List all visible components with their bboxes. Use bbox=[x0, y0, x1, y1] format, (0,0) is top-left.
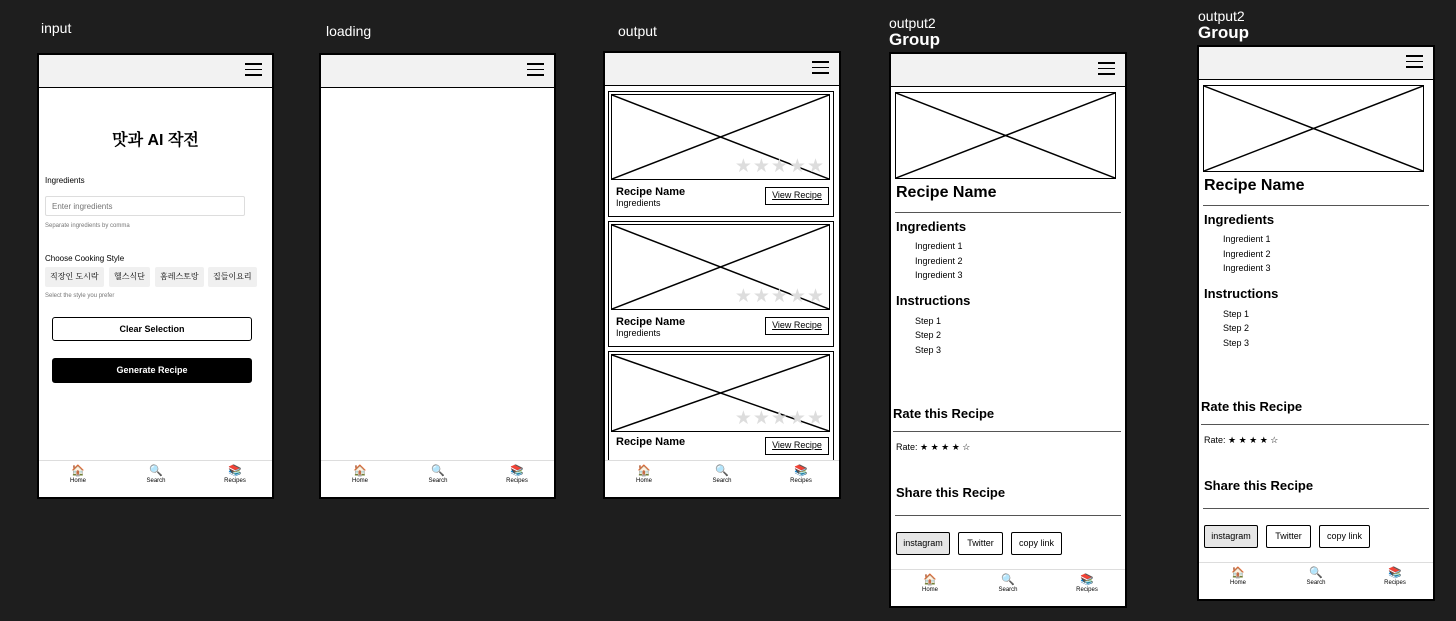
tab-search[interactable]: 🔍 Search bbox=[983, 574, 1033, 594]
step-item: Step 1 bbox=[1223, 309, 1250, 319]
rate-heading: Rate this Recipe bbox=[1201, 399, 1303, 414]
app-title: 맛과 AI 작전 bbox=[112, 132, 199, 149]
top-bar bbox=[1199, 47, 1433, 80]
tab-home[interactable]: 🏠 Home bbox=[1213, 567, 1263, 587]
divider bbox=[1203, 508, 1429, 509]
share-twitter-button[interactable]: Twitter bbox=[1266, 525, 1311, 548]
recipe-card[interactable] bbox=[608, 351, 834, 464]
recipe-card[interactable] bbox=[608, 91, 834, 217]
instructions-heading: Instructions bbox=[896, 293, 971, 308]
group-label: Group bbox=[889, 30, 940, 49]
magnifier-icon: 🔍 bbox=[715, 465, 729, 477]
style-chip-lunchbox[interactable]: 직장인 도시락 bbox=[45, 267, 104, 287]
view-recipe-button[interactable]: View Recipe bbox=[765, 437, 829, 455]
divider bbox=[895, 515, 1121, 516]
house-icon: 🏠 bbox=[923, 574, 937, 586]
house-icon: 🏠 bbox=[353, 465, 367, 477]
image-placeholder bbox=[611, 94, 830, 180]
frame-label-loading: loading bbox=[326, 23, 372, 39]
tab-bar bbox=[321, 460, 554, 497]
rating-stars[interactable]: Rate: ★ ★ ★ ★ ☆ bbox=[896, 442, 971, 452]
tab-search[interactable]: 🔍 Search bbox=[697, 465, 747, 485]
recipe-detail-screen bbox=[889, 52, 1127, 608]
tab-home[interactable]: 🏠 Home bbox=[619, 465, 669, 485]
recipe-name: Recipe Name bbox=[616, 186, 686, 198]
output-screen bbox=[603, 51, 841, 499]
star-rating-icon[interactable]: ★★★★★ bbox=[734, 286, 825, 307]
group-label-second: Group bbox=[1198, 23, 1249, 42]
books-icon: 📚 bbox=[794, 465, 808, 477]
tab-recipes[interactable]: 📚 Recipes bbox=[776, 465, 826, 485]
hamburger-menu-icon[interactable] bbox=[1098, 62, 1115, 76]
magnifier-icon: 🔍 bbox=[1309, 567, 1323, 579]
tab-recipes[interactable]: 📚 Recipes bbox=[210, 465, 260, 485]
hamburger-menu-icon[interactable] bbox=[812, 61, 829, 75]
top-bar bbox=[605, 53, 839, 86]
tab-search[interactable]: 🔍 Search bbox=[1291, 567, 1341, 587]
rating-stars[interactable]: Rate: ★ ★ ★ ★ ☆ bbox=[1204, 435, 1279, 445]
books-icon: 📚 bbox=[228, 465, 242, 477]
image-placeholder bbox=[895, 92, 1116, 179]
star-rating-icon[interactable]: ★★★★★ bbox=[734, 408, 825, 429]
tab-home[interactable]: 🏠 Home bbox=[905, 574, 955, 594]
tab-recipes[interactable]: 📚 Recipes bbox=[1370, 567, 1420, 587]
style-hint: Select the style you prefer bbox=[45, 293, 115, 299]
input-screen bbox=[37, 53, 274, 499]
tab-search[interactable]: 🔍 Search bbox=[131, 465, 181, 485]
instructions-heading: Instructions bbox=[1204, 286, 1279, 301]
books-icon: 📚 bbox=[1388, 567, 1402, 579]
hamburger-menu-icon[interactable] bbox=[527, 63, 544, 77]
tab-bar bbox=[891, 569, 1125, 606]
divider bbox=[895, 212, 1121, 213]
step-item: Step 2 bbox=[1223, 323, 1250, 333]
generate-recipe-button[interactable]: Generate Recipe bbox=[52, 358, 252, 383]
star-rating-icon[interactable]: ★★★★★ bbox=[734, 156, 825, 177]
ingredient-item: Ingredient 1 bbox=[915, 241, 963, 251]
recipe-name: Recipe Name bbox=[616, 436, 686, 448]
ingredient-item: Ingredient 3 bbox=[1223, 263, 1271, 273]
recipe-detail-screen-copy bbox=[1197, 45, 1435, 601]
share-twitter-button[interactable]: Twitter bbox=[958, 532, 1003, 555]
recipe-title: Recipe Name bbox=[1204, 177, 1305, 194]
recipe-ingredients: Ingredients bbox=[616, 328, 661, 338]
magnifier-icon: 🔍 bbox=[431, 465, 445, 477]
top-bar bbox=[39, 55, 272, 88]
copy-link-button[interactable]: copy link bbox=[1319, 525, 1370, 548]
frame-label-output2: output2 bbox=[889, 15, 936, 31]
tab-home[interactable]: 🏠 Home bbox=[53, 465, 103, 485]
rate-heading: Rate this Recipe bbox=[893, 406, 995, 421]
house-icon: 🏠 bbox=[71, 465, 85, 477]
house-icon: 🏠 bbox=[1231, 567, 1245, 579]
frame-label-input: input bbox=[41, 20, 72, 36]
recipe-title: Recipe Name bbox=[896, 184, 997, 201]
ingredients-input[interactable] bbox=[45, 196, 245, 216]
tab-bar bbox=[1199, 562, 1433, 599]
step-item: Step 1 bbox=[915, 316, 942, 326]
books-icon: 📚 bbox=[1080, 574, 1094, 586]
recipe-card[interactable] bbox=[608, 221, 834, 347]
tab-search[interactable]: 🔍 Search bbox=[413, 465, 463, 485]
hamburger-menu-icon[interactable] bbox=[1406, 55, 1423, 69]
divider bbox=[1201, 424, 1429, 425]
ingredient-item: Ingredient 2 bbox=[915, 256, 963, 266]
top-bar bbox=[321, 55, 554, 88]
divider bbox=[1203, 205, 1429, 206]
tab-bar bbox=[605, 460, 839, 497]
ingredients-heading: Ingredients bbox=[1204, 212, 1275, 227]
magnifier-icon: 🔍 bbox=[1001, 574, 1015, 586]
books-icon: 📚 bbox=[510, 465, 524, 477]
loading-screen bbox=[319, 53, 556, 499]
ingredient-item: Ingredient 2 bbox=[1223, 249, 1271, 259]
image-placeholder bbox=[611, 354, 830, 432]
recipe-ingredients: Ingredients bbox=[616, 198, 661, 208]
share-instagram-button[interactable]: instagram bbox=[1204, 525, 1258, 548]
frame-label-output2-second: output2 bbox=[1198, 8, 1245, 24]
step-item: Step 3 bbox=[1223, 338, 1250, 348]
image-placeholder bbox=[1203, 85, 1424, 172]
view-recipe-button[interactable]: View Recipe bbox=[765, 187, 829, 205]
style-chip-home-restaurant[interactable]: 홈레스토랑 bbox=[155, 267, 204, 287]
share-heading: Share this Recipe bbox=[896, 485, 1006, 500]
clear-selection-button[interactable]: Clear Selection bbox=[52, 317, 252, 341]
house-icon: 🏠 bbox=[637, 465, 651, 477]
top-bar bbox=[891, 54, 1125, 87]
ingredients-hint: Separate ingredients by comma bbox=[45, 223, 130, 229]
view-recipe-button[interactable]: View Recipe bbox=[765, 317, 829, 335]
image-placeholder bbox=[611, 224, 830, 310]
ingredients-label: Ingredients bbox=[45, 176, 85, 185]
tab-recipes[interactable]: 📚 Recipes bbox=[492, 465, 542, 485]
share-instagram-button[interactable]: instagram bbox=[896, 532, 950, 555]
magnifier-icon: 🔍 bbox=[149, 465, 163, 477]
hamburger-menu-icon[interactable] bbox=[245, 63, 262, 77]
style-chip-health[interactable]: 헬스식단 bbox=[109, 267, 150, 287]
style-chip-housewarming[interactable]: 집들이요리 bbox=[208, 267, 257, 287]
tab-recipes[interactable]: 📚 Recipes bbox=[1062, 574, 1112, 594]
step-item: Step 3 bbox=[915, 345, 942, 355]
ingredient-item: Ingredient 1 bbox=[1223, 234, 1271, 244]
divider bbox=[893, 431, 1121, 432]
tab-home[interactable]: 🏠 Home bbox=[335, 465, 385, 485]
share-heading: Share this Recipe bbox=[1204, 478, 1314, 493]
ingredients-heading: Ingredients bbox=[896, 219, 967, 234]
ingredient-item: Ingredient 3 bbox=[915, 270, 963, 280]
copy-link-button[interactable]: copy link bbox=[1011, 532, 1062, 555]
step-item: Step 2 bbox=[915, 330, 942, 340]
frame-label-output: output bbox=[618, 23, 657, 39]
tab-bar bbox=[39, 460, 272, 497]
recipe-name: Recipe Name bbox=[616, 316, 686, 328]
cooking-style-label: Choose Cooking Style bbox=[45, 254, 125, 263]
